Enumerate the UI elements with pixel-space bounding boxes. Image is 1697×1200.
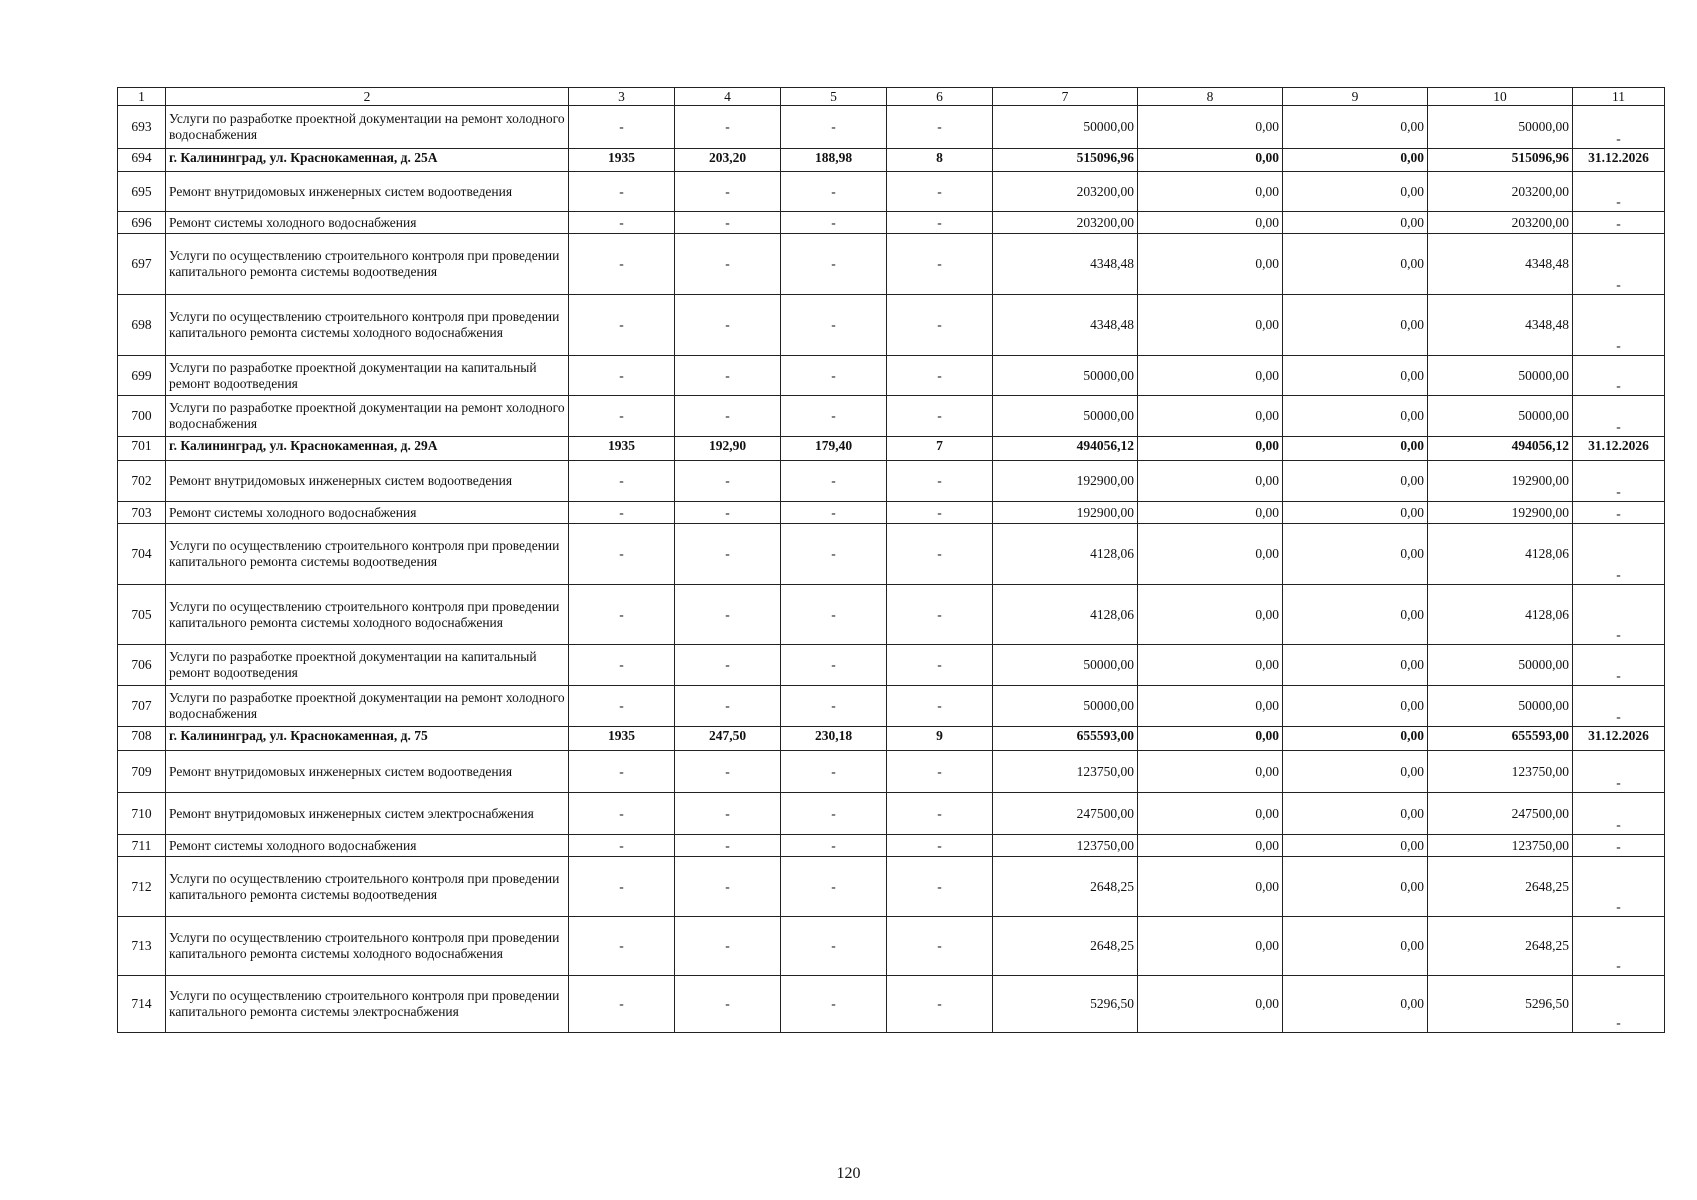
cell-col9: 0,00 <box>1283 502 1428 524</box>
cell-col6: 8 <box>887 149 993 172</box>
cell-col5: - <box>781 645 887 686</box>
cell-col10: 203200,00 <box>1428 212 1573 234</box>
cell-col9: 0,00 <box>1283 295 1428 356</box>
cell-col10: 2648,25 <box>1428 857 1573 917</box>
cell-col4: - <box>675 917 781 976</box>
cell-col6: 9 <box>887 727 993 751</box>
cell-col6: - <box>887 835 993 857</box>
cell-col4: - <box>675 212 781 234</box>
cell-col7: 5296,50 <box>993 976 1138 1033</box>
cell-col3: - <box>569 751 675 793</box>
cell-col11: - <box>1573 645 1665 686</box>
cell-col5: - <box>781 976 887 1033</box>
cell-col5: - <box>781 356 887 396</box>
cell-col9: 0,00 <box>1283 686 1428 727</box>
cell-col11: - <box>1573 106 1665 149</box>
column-header-7: 7 <box>993 88 1138 106</box>
cell-col11: - <box>1573 502 1665 524</box>
cell-col7: 655593,00 <box>993 727 1138 751</box>
cell-col3: 1935 <box>569 437 675 461</box>
cell-col4: - <box>675 172 781 212</box>
cell-number: 702 <box>118 461 166 502</box>
cell-col3: 1935 <box>569 149 675 172</box>
cell-col10: 50000,00 <box>1428 396 1573 437</box>
cell-col4: - <box>675 461 781 502</box>
cell-col5: 230,18 <box>781 727 887 751</box>
cell-col8: 0,00 <box>1138 106 1283 149</box>
cell-col8: 0,00 <box>1138 645 1283 686</box>
cell-col8: 0,00 <box>1138 396 1283 437</box>
table-row <box>118 857 1665 917</box>
cell-col3: - <box>569 106 675 149</box>
cell-name: Услуги по осуществлению строительного контроля при проведении капитального ремонта системы холодного водоснабжения <box>166 585 569 645</box>
cell-col11: - <box>1573 524 1665 585</box>
cell-col7: 192900,00 <box>993 502 1138 524</box>
cell-col8: 0,00 <box>1138 524 1283 585</box>
cell-col7: 203200,00 <box>993 212 1138 234</box>
cell-col5: - <box>781 857 887 917</box>
cell-col9: 0,00 <box>1283 751 1428 793</box>
cell-col5: - <box>781 585 887 645</box>
table-row <box>118 686 1665 727</box>
column-header-11: 11 <box>1573 88 1665 106</box>
cell-col6: - <box>887 461 993 502</box>
cell-col6: - <box>887 172 993 212</box>
cell-col4: - <box>675 793 781 835</box>
cell-col9: 0,00 <box>1283 461 1428 502</box>
cell-col3: - <box>569 976 675 1033</box>
cell-col3: - <box>569 835 675 857</box>
cell-col3: - <box>569 502 675 524</box>
cell-col5: - <box>781 502 887 524</box>
cell-col5: - <box>781 793 887 835</box>
cell-col7: 2648,25 <box>993 857 1138 917</box>
cell-col4: - <box>675 356 781 396</box>
table-row <box>118 106 1665 149</box>
table-row <box>118 585 1665 645</box>
cell-col5: - <box>781 835 887 857</box>
cell-col9: 0,00 <box>1283 234 1428 295</box>
cell-name: г. Калининград, ул. Краснокаменная, д. 75 <box>166 727 569 751</box>
cell-col6: - <box>887 976 993 1033</box>
cell-col6: - <box>887 645 993 686</box>
cell-col6: - <box>887 917 993 976</box>
cell-col4: - <box>675 645 781 686</box>
cell-col9: 0,00 <box>1283 793 1428 835</box>
cell-col11: - <box>1573 461 1665 502</box>
cell-number: 693 <box>118 106 166 149</box>
cell-col9: 0,00 <box>1283 437 1428 461</box>
cell-col4: - <box>675 976 781 1033</box>
cell-col4: - <box>675 686 781 727</box>
cell-col7: 50000,00 <box>993 356 1138 396</box>
cell-col10: 123750,00 <box>1428 835 1573 857</box>
cell-col8: 0,00 <box>1138 295 1283 356</box>
cell-col8: 0,00 <box>1138 835 1283 857</box>
cell-col4: - <box>675 234 781 295</box>
cell-col3: - <box>569 212 675 234</box>
cell-col4: - <box>675 502 781 524</box>
cell-col6: - <box>887 356 993 396</box>
cell-col5: - <box>781 295 887 356</box>
cell-col8: 0,00 <box>1138 976 1283 1033</box>
cell-number: 707 <box>118 686 166 727</box>
column-header-4: 4 <box>675 88 781 106</box>
cell-col9: 0,00 <box>1283 727 1428 751</box>
cell-number: 700 <box>118 396 166 437</box>
cell-col11: - <box>1573 396 1665 437</box>
cell-col7: 247500,00 <box>993 793 1138 835</box>
cell-col5: - <box>781 917 887 976</box>
cell-col10: 4348,48 <box>1428 295 1573 356</box>
cell-col9: 0,00 <box>1283 976 1428 1033</box>
table-row <box>118 234 1665 295</box>
cell-number: 699 <box>118 356 166 396</box>
cell-col10: 4348,48 <box>1428 234 1573 295</box>
cell-name: г. Калининград, ул. Краснокаменная, д. 29А <box>166 437 569 461</box>
cell-col3: - <box>569 645 675 686</box>
cell-col8: 0,00 <box>1138 917 1283 976</box>
cell-number: 706 <box>118 645 166 686</box>
table-row <box>118 356 1665 396</box>
cell-col8: 0,00 <box>1138 727 1283 751</box>
cell-col10: 50000,00 <box>1428 106 1573 149</box>
column-header-9: 9 <box>1283 88 1428 106</box>
cell-col5: 188,98 <box>781 149 887 172</box>
cell-col10: 4128,06 <box>1428 524 1573 585</box>
cell-name: Услуги по разработке проектной документации на ремонт холодного водоснабжения <box>166 686 569 727</box>
cell-col5: - <box>781 396 887 437</box>
cell-name: Услуги по осуществлению строительного контроля при проведении капитального ремонта системы водоотведения <box>166 234 569 295</box>
cell-number: 705 <box>118 585 166 645</box>
cell-col8: 0,00 <box>1138 751 1283 793</box>
cell-col8: 0,00 <box>1138 356 1283 396</box>
cell-col9: 0,00 <box>1283 106 1428 149</box>
cell-col5: - <box>781 212 887 234</box>
cell-col7: 2648,25 <box>993 917 1138 976</box>
cell-col10: 5296,50 <box>1428 976 1573 1033</box>
cell-col8: 0,00 <box>1138 172 1283 212</box>
cell-col3: - <box>569 234 675 295</box>
cell-col7: 203200,00 <box>993 172 1138 212</box>
cell-col4: - <box>675 106 781 149</box>
cell-col6: - <box>887 502 993 524</box>
cell-col11: - <box>1573 585 1665 645</box>
cell-col7: 4348,48 <box>993 234 1138 295</box>
column-number-header-row <box>118 88 1665 106</box>
cell-name: Ремонт внутридомовых инженерных систем электроснабжения <box>166 793 569 835</box>
cell-col3: 1935 <box>569 727 675 751</box>
cell-col9: 0,00 <box>1283 917 1428 976</box>
cell-col9: 0,00 <box>1283 645 1428 686</box>
cell-name: Услуги по разработке проектной документации на капитальный ремонт водоотведения <box>166 645 569 686</box>
cell-col4: - <box>675 295 781 356</box>
table-row <box>118 212 1665 234</box>
cell-col9: 0,00 <box>1283 356 1428 396</box>
cell-number: 703 <box>118 502 166 524</box>
table-row <box>118 917 1665 976</box>
cell-name: Ремонт системы холодного водоснабжения <box>166 502 569 524</box>
cell-col11: - <box>1573 234 1665 295</box>
cell-number: 704 <box>118 524 166 585</box>
cell-col10: 2648,25 <box>1428 917 1573 976</box>
cell-col3: - <box>569 917 675 976</box>
cell-col11: - <box>1573 295 1665 356</box>
works-table <box>117 87 1665 1033</box>
cell-col7: 50000,00 <box>993 686 1138 727</box>
table-row <box>118 524 1665 585</box>
cell-col3: - <box>569 857 675 917</box>
cell-col3: - <box>569 172 675 212</box>
cell-col3: - <box>569 461 675 502</box>
cell-col6: - <box>887 585 993 645</box>
table-row <box>118 751 1665 793</box>
table-row <box>118 835 1665 857</box>
cell-col9: 0,00 <box>1283 396 1428 437</box>
cell-col3: - <box>569 793 675 835</box>
cell-number: 696 <box>118 212 166 234</box>
cell-col8: 0,00 <box>1138 502 1283 524</box>
cell-col10: 192900,00 <box>1428 502 1573 524</box>
cell-col3: - <box>569 396 675 437</box>
table-row <box>118 976 1665 1033</box>
cell-col9: 0,00 <box>1283 857 1428 917</box>
cell-col10: 123750,00 <box>1428 751 1573 793</box>
cell-name: Услуги по осуществлению строительного контроля при проведении капитального ремонта системы холодного водоснабжения <box>166 917 569 976</box>
column-header-1: 1 <box>118 88 166 106</box>
cell-col7: 515096,96 <box>993 149 1138 172</box>
cell-col7: 192900,00 <box>993 461 1138 502</box>
table-row <box>118 396 1665 437</box>
cell-number: 694 <box>118 149 166 172</box>
cell-col3: - <box>569 686 675 727</box>
cell-col5: - <box>781 524 887 585</box>
cell-col8: 0,00 <box>1138 686 1283 727</box>
cell-number: 709 <box>118 751 166 793</box>
cell-col3: - <box>569 585 675 645</box>
cell-col4: - <box>675 857 781 917</box>
cell-col11: - <box>1573 976 1665 1033</box>
cell-col4: 247,50 <box>675 727 781 751</box>
cell-col7: 4128,06 <box>993 585 1138 645</box>
cell-col5: 179,40 <box>781 437 887 461</box>
cell-col7: 123750,00 <box>993 835 1138 857</box>
cell-col4: 192,90 <box>675 437 781 461</box>
cell-col4: 203,20 <box>675 149 781 172</box>
cell-name: Услуги по разработке проектной документации на капитальный ремонт водоотведения <box>166 356 569 396</box>
cell-number: 710 <box>118 793 166 835</box>
cell-number: 708 <box>118 727 166 751</box>
cell-name: Услуги по разработке проектной документации на ремонт холодного водоснабжения <box>166 106 569 149</box>
cell-col5: - <box>781 106 887 149</box>
cell-col6: 7 <box>887 437 993 461</box>
cell-col8: 0,00 <box>1138 793 1283 835</box>
cell-col10: 203200,00 <box>1428 172 1573 212</box>
cell-name: Услуги по осуществлению строительного контроля при проведении капитального ремонта системы холодного водоснабжения <box>166 295 569 356</box>
cell-number: 713 <box>118 917 166 976</box>
cell-name: Ремонт внутридомовых инженерных систем водоотведения <box>166 461 569 502</box>
cell-col9: 0,00 <box>1283 149 1428 172</box>
cell-col11: - <box>1573 857 1665 917</box>
cell-col10: 50000,00 <box>1428 686 1573 727</box>
cell-col10: 247500,00 <box>1428 793 1573 835</box>
cell-col5: - <box>781 234 887 295</box>
cell-col6: - <box>887 212 993 234</box>
cell-col3: - <box>569 524 675 585</box>
cell-number: 701 <box>118 437 166 461</box>
page-number: 120 <box>836 1165 861 1182</box>
cell-col11: - <box>1573 793 1665 835</box>
cell-name: Ремонт системы холодного водоснабжения <box>166 212 569 234</box>
cell-col9: 0,00 <box>1283 172 1428 212</box>
cell-name: Ремонт внутридомовых инженерных систем водоотведения <box>166 172 569 212</box>
cell-col10: 4128,06 <box>1428 585 1573 645</box>
cell-col5: - <box>781 172 887 212</box>
cell-col6: - <box>887 793 993 835</box>
cell-col11: - <box>1573 751 1665 793</box>
cell-col11: - <box>1573 686 1665 727</box>
cell-col9: 0,00 <box>1283 524 1428 585</box>
cell-col6: - <box>887 396 993 437</box>
cell-col6: - <box>887 524 993 585</box>
cell-col8: 0,00 <box>1138 212 1283 234</box>
cell-col8: 0,00 <box>1138 437 1283 461</box>
cell-col3: - <box>569 295 675 356</box>
cell-col7: 50000,00 <box>993 396 1138 437</box>
cell-col8: 0,00 <box>1138 461 1283 502</box>
cell-col3: - <box>569 356 675 396</box>
cell-col9: 0,00 <box>1283 835 1428 857</box>
cell-col9: 0,00 <box>1283 585 1428 645</box>
cell-number: 711 <box>118 835 166 857</box>
cell-name: Ремонт внутридомовых инженерных систем водоотведения <box>166 751 569 793</box>
cell-col11: - <box>1573 212 1665 234</box>
cell-col10: 50000,00 <box>1428 356 1573 396</box>
table-row <box>118 172 1665 212</box>
cell-col6: - <box>887 234 993 295</box>
table-body <box>118 88 1665 1033</box>
cell-col10: 515096,96 <box>1428 149 1573 172</box>
table-row <box>118 461 1665 502</box>
cell-name: Услуги по осуществлению строительного контроля при проведении капитального ремонта системы водоотведения <box>166 857 569 917</box>
cell-number: 697 <box>118 234 166 295</box>
column-header-5: 5 <box>781 88 887 106</box>
cell-col8: 0,00 <box>1138 234 1283 295</box>
cell-col11: - <box>1573 356 1665 396</box>
cell-col10: 494056,12 <box>1428 437 1573 461</box>
cell-number: 712 <box>118 857 166 917</box>
cell-col4: - <box>675 835 781 857</box>
column-header-3: 3 <box>569 88 675 106</box>
cell-col11: - <box>1573 917 1665 976</box>
table-row <box>118 295 1665 356</box>
table-row <box>118 502 1665 524</box>
cell-name: г. Калининград, ул. Краснокаменная, д. 25А <box>166 149 569 172</box>
cell-col6: - <box>887 857 993 917</box>
cell-col5: - <box>781 751 887 793</box>
cell-col9: 0,00 <box>1283 212 1428 234</box>
table-row <box>118 793 1665 835</box>
cell-col6: - <box>887 686 993 727</box>
cell-col7: 50000,00 <box>993 106 1138 149</box>
cell-number: 695 <box>118 172 166 212</box>
cell-col11: - <box>1573 835 1665 857</box>
cell-col7: 494056,12 <box>993 437 1138 461</box>
cell-col5: - <box>781 686 887 727</box>
cell-name: Услуги по осуществлению строительного контроля при проведении капитального ремонта системы электроснабжения <box>166 976 569 1033</box>
cell-name: Услуги по осуществлению строительного контроля при проведении капитального ремонта системы водоотведения <box>166 524 569 585</box>
cell-col6: - <box>887 751 993 793</box>
column-header-6: 6 <box>887 88 993 106</box>
cell-col8: 0,00 <box>1138 585 1283 645</box>
cell-col11: 31.12.2026 <box>1573 727 1665 751</box>
cell-col4: - <box>675 751 781 793</box>
cell-col4: - <box>675 396 781 437</box>
cell-number: 714 <box>118 976 166 1033</box>
cell-col6: - <box>887 106 993 149</box>
cell-col7: 123750,00 <box>993 751 1138 793</box>
column-header-10: 10 <box>1428 88 1573 106</box>
cell-col11: - <box>1573 172 1665 212</box>
cell-col6: - <box>887 295 993 356</box>
cell-col8: 0,00 <box>1138 857 1283 917</box>
address-row <box>118 727 1665 751</box>
column-header-2: 2 <box>166 88 569 106</box>
cell-name: Ремонт системы холодного водоснабжения <box>166 835 569 857</box>
cell-col4: - <box>675 585 781 645</box>
cell-col5: - <box>781 461 887 502</box>
cell-col11: 31.12.2026 <box>1573 437 1665 461</box>
cell-col8: 0,00 <box>1138 149 1283 172</box>
address-row <box>118 437 1665 461</box>
cell-col4: - <box>675 524 781 585</box>
cell-col10: 655593,00 <box>1428 727 1573 751</box>
cell-col11: 31.12.2026 <box>1573 149 1665 172</box>
cell-col7: 50000,00 <box>993 645 1138 686</box>
cell-name: Услуги по разработке проектной документации на ремонт холодного водоснабжения <box>166 396 569 437</box>
cell-col10: 192900,00 <box>1428 461 1573 502</box>
address-row <box>118 149 1665 172</box>
cell-col10: 50000,00 <box>1428 645 1573 686</box>
table-row <box>118 645 1665 686</box>
column-header-8: 8 <box>1138 88 1283 106</box>
cell-col7: 4348,48 <box>993 295 1138 356</box>
cell-number: 698 <box>118 295 166 356</box>
cell-col7: 4128,06 <box>993 524 1138 585</box>
